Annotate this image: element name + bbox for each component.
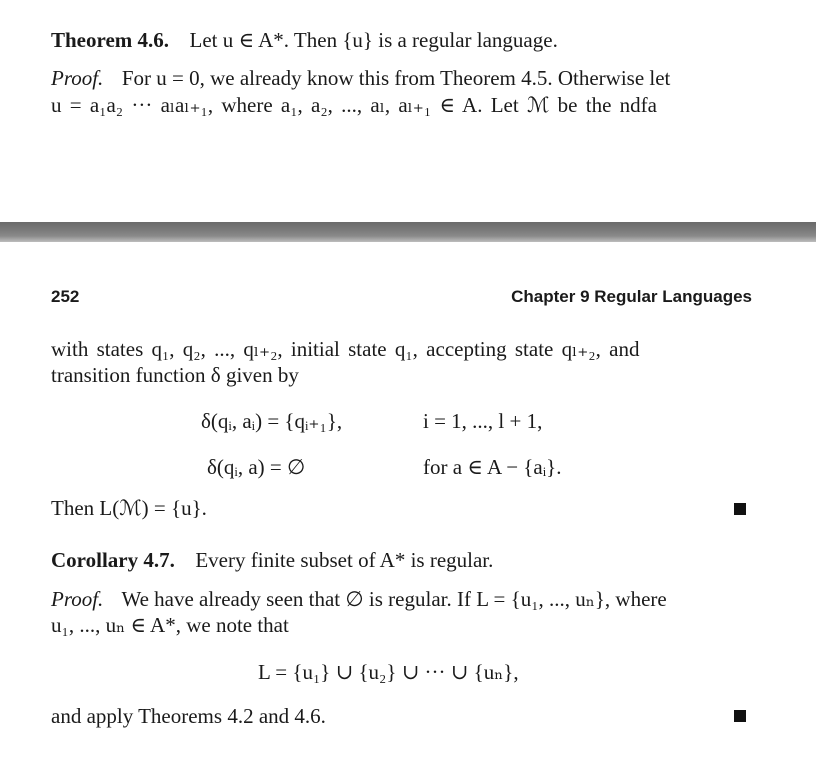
proof-text-1: For u = 0, we already know this from Theorem 4.5. Otherwise let (121, 66, 671, 90)
theorem-statement: Let u ∈ A*. Then {u} is a regular language. (189, 28, 558, 52)
corollary-proof-line-3: and apply Theorems 4.2 and 4.6. (51, 704, 326, 728)
corollary-label: Corollary 4.7. (51, 548, 175, 572)
union-display-equation: L = {u₁} ∪ {u₂} ∪ ··· ∪ {uₙ}, (258, 660, 519, 684)
corollary-4-7 (51, 547, 493, 573)
proof-label: Proof. (51, 66, 104, 90)
body-line-2: transition function δ given by (51, 363, 299, 387)
body-line-1: with states q₁, q₂, ..., qₗ₊₂, initial state q₁, accepting state qₗ₊₂, and (51, 337, 640, 361)
top-page-fragment (0, 0, 816, 222)
proof-line-1 (51, 65, 670, 91)
corollary-proof-label: Proof. (51, 587, 104, 611)
equation-1-condition: i = 1, ..., l + 1, (423, 409, 543, 433)
theorem-label: Theorem 4.6. (51, 28, 170, 52)
equation-2-lhs: δ(qᵢ, a) = ∅ (207, 455, 306, 479)
proof-conclusion: Then L(ℳ) = {u}. (51, 496, 207, 520)
qed-square (734, 503, 746, 515)
qed-square (734, 710, 746, 722)
corollary-statement: Every finite subset of A* is regular. (195, 548, 494, 572)
page-number: 252 (51, 287, 80, 306)
running-head: Chapter 9 Regular Languages (511, 287, 752, 306)
corollary-proof-line-2: u₁, ..., uₙ ∈ A*, we note that (51, 613, 289, 637)
theorem-4-6 (51, 27, 558, 53)
corollary-proof-text-1: We have already seen that ∅ is regular. If L = {u₁, ..., uₙ}, where (121, 587, 667, 611)
page-separator (0, 222, 816, 242)
equation-1-lhs: δ(qᵢ, aᵢ) = {qᵢ₊₁}, (201, 409, 343, 433)
proof-line-2: u = a₁a₂ ··· aₗaₗ₊₁, where a₁, a₂, ..., aₗ, aₗ₊₁ ∈ A. Let ℳ be the ndfa (51, 93, 657, 117)
equation-2-condition: for a ∈ A − {aᵢ}. (423, 455, 562, 479)
corollary-proof-line-1 (51, 586, 667, 612)
